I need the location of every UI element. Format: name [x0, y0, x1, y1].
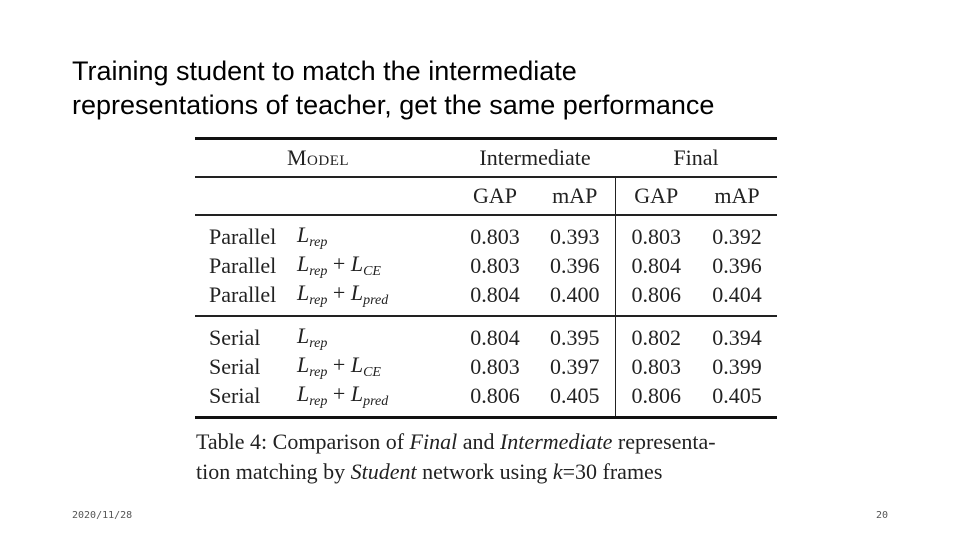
header-row-sub [195, 177, 777, 215]
footer-date: 2020/11/28 [72, 510, 133, 521]
results-table [195, 137, 777, 419]
slide-title-line2: representations of teacher, get the same performance [72, 90, 715, 120]
loss-cell: $L_{rep} + L_{CE}$ [297, 251, 381, 279]
table-row [195, 251, 777, 280]
caption-line1: Table 4: Comparison of Final and Intermediate representa- [196, 429, 716, 454]
value-cell: 0.804 [470, 281, 520, 307]
table-row [195, 381, 777, 418]
value-cell: 0.804 [470, 324, 520, 350]
value-cell: 0.806 [631, 382, 682, 408]
table-caption [196, 427, 786, 487]
slide-title-line1: Training student to match the intermediate [72, 56, 577, 86]
loss-cell: $L_{rep} + L_{pred}$ [297, 381, 389, 409]
value-cell: 0.394 [712, 324, 762, 350]
header-model: Model [287, 145, 350, 170]
value-cell: 0.804 [631, 252, 682, 278]
loss-cell: $L_{rep}$ [297, 222, 328, 250]
caption-line2: tion matching by Student network using k=30 frames [196, 459, 663, 484]
value-cell: 0.395 [535, 316, 615, 352]
value-cell: 0.803 [631, 223, 682, 249]
value-cell: 0.806 [470, 382, 520, 408]
subheader-intermediate-gap: GAP [472, 183, 517, 208]
value-cell: 0.399 [712, 353, 762, 379]
model-cell: Parallel [209, 252, 277, 278]
value-cell: 0.405 [535, 381, 615, 418]
header-final: Final [673, 145, 719, 170]
value-cell: 0.396 [535, 251, 615, 280]
model-cell: Serial [209, 382, 261, 408]
slide-title [72, 54, 912, 122]
value-cell: 0.803 [470, 223, 520, 249]
subheader-final-gap: GAP [634, 183, 679, 208]
model-cell: Parallel [209, 281, 277, 307]
value-cell: 0.405 [712, 382, 762, 408]
value-cell: 0.396 [712, 252, 762, 278]
loss-cell: $L_{rep}$ [297, 323, 328, 351]
value-cell: 0.806 [631, 281, 682, 307]
model-cell: Serial [209, 324, 261, 350]
value-cell: 0.397 [535, 352, 615, 381]
value-cell: 0.803 [631, 353, 682, 379]
value-cell: 0.404 [712, 281, 762, 307]
model-cell: Serial [209, 353, 261, 379]
table-row [195, 316, 777, 352]
table-row [195, 352, 777, 381]
value-cell: 0.392 [712, 223, 762, 249]
value-cell: 0.802 [631, 324, 682, 350]
value-cell: 0.400 [535, 280, 615, 316]
model-cell: Parallel [209, 223, 277, 249]
subheader-intermediate-map: mAP [535, 177, 615, 215]
page-number: 20 [875, 510, 888, 521]
results-table-container [195, 137, 777, 419]
value-cell: 0.803 [470, 252, 520, 278]
header-intermediate: Intermediate [479, 145, 591, 170]
table-row [195, 280, 777, 316]
header-row-top [195, 139, 777, 178]
value-cell: 0.393 [535, 215, 615, 251]
value-cell: 0.803 [470, 353, 520, 379]
loss-cell: $L_{rep} + L_{CE}$ [297, 352, 381, 380]
loss-cell: $L_{rep} + L_{pred}$ [297, 280, 389, 308]
subheader-final-map: mAP [714, 183, 760, 208]
table-row [195, 215, 777, 251]
